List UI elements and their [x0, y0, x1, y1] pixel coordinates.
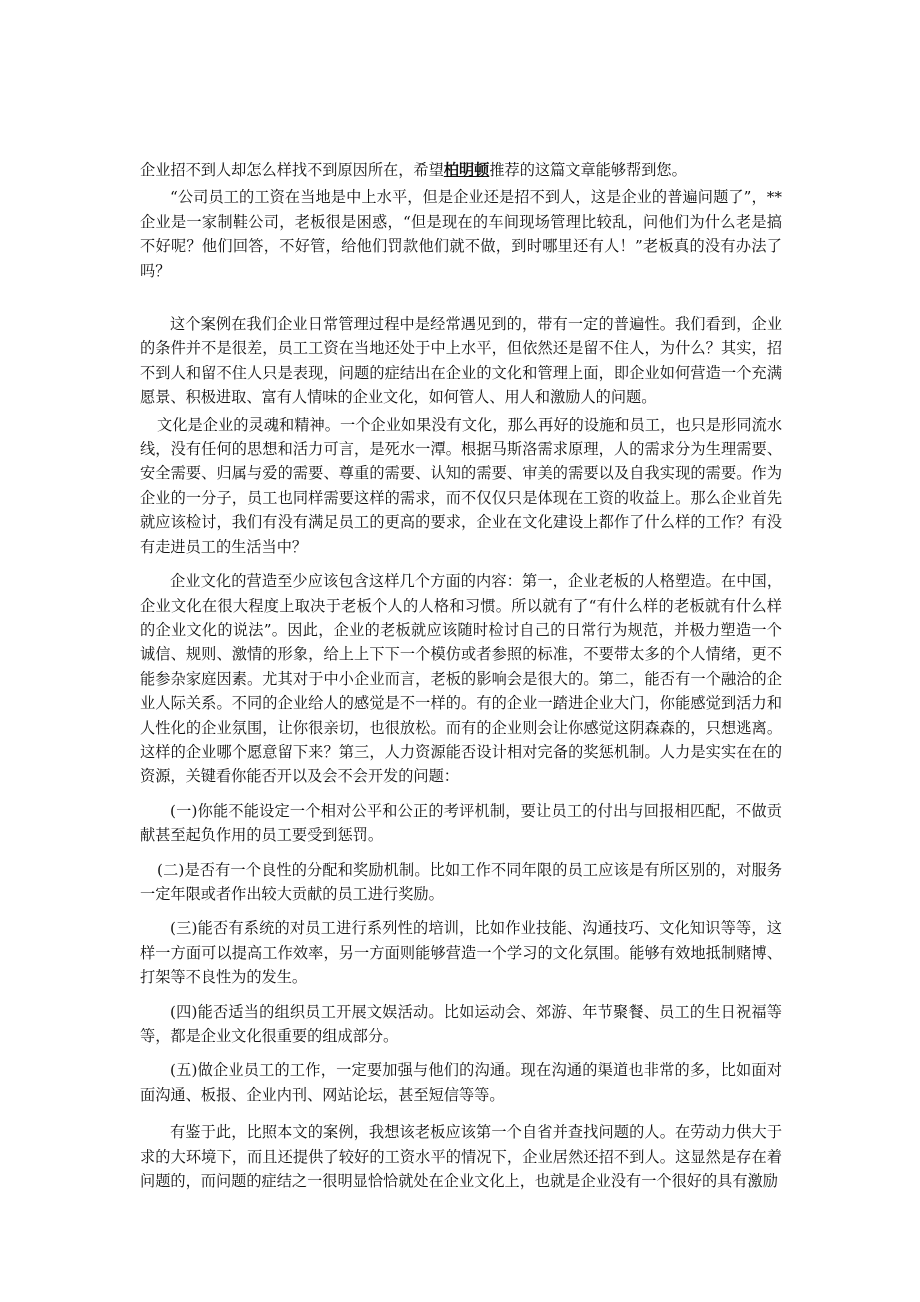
article-body	[140, 158, 782, 1193]
analysis-paragraph: 这个案例在我们企业日常管理过程中是经常遇见到的，带有一定的普遍性。我们看到，企业的条件并不是很差，员工工资在当地还处于中上水平，但依然还是留不住人，为什么？其实，招不到人和留不住人只是表现，问题的症结出在企业的文化和管理上面，即企业如何营造一个充满愿景、积极进取、富有人情味的企业文化，如何管人、用人和激励人的问题。	[140, 315, 782, 407]
culture-paragraph: 文化是企业的灵魂和精神。一个企业如果没有文化，那么再好的设施和员工，也只是形同流水线，没有任何的思想和活力可言，是死水一潭。根据马斯洛需求原理，人的需求分为生理需要、安全需要、归属与爱的需要、尊重的需要、认知的需要、审美的需要以及自我实现的需要。作为企业的一分子，员工也同样需要这样的需求，而不仅仅只是体现在工资的收益上。那么企业首先就应该检讨，我们有没有满足员工的更高的要求，企业在文化建设上都作了什么样的工作？有没有走进员工的生活当中？	[140, 415, 782, 556]
quote-paragraph: “公司员工的工资在当地是中上水平，但是企业还是招不到人，这是企业的普遍问题了”，**企业是一家制鞋公司，老板很是困惑，“但是现在的车间现场管理比较乱，问他们为什么老是搞不好呢？他们回答，不好管，给他们罚款他们就不做，到时哪里还有人！”老板真的没有办法了吗？	[140, 188, 782, 280]
list-item-1: (一)你能不能设定一个相对公平和公正的考评机制，要让员工的付出与回报相匹配，不做贡献甚至起负作用的员工要受到惩罚。	[140, 801, 782, 845]
conclusion-paragraph: 有鉴于此，比照本文的案例，我想该老板应该第一个自省并查找问题的人。在劳动力供大于求的大环境下，而且还提供了较好的工资水平的情况下，企业居然还招不到人。这显然是存在着问题的，而问题的症结之一很明显恰恰就处在企业文化上，也就是企业没有一个很好的具有激励	[140, 1123, 782, 1191]
aspects-paragraph: 企业文化的营造至少应该包含这样几个方面的内容：第一，企业老板的人格塑造。在中国，企业文化在很大程度上取决于老板个人的人格和习惯。所以就有了“有什么样的老板就有什么样的企业文化的说法”。因此，企业的老板就应该随时检讨自己的日常行为规范，并极力塑造一个诚信、规则、激情的形象，给上上下下一个模仿或者参照的标准，不要带太多的个人情绪，更不能参杂家庭因素。尤其对于中小企业而言，老板的影响会是很大的。第二，能否有一个融洽的企业人际关系。不同的企业给人的感觉是不一样的。有的企业一踏进企业大门，你能感觉到活力和人性化的企业氛围，让你很亲切，也很放松。而有的企业则会让你感觉这阴森森的，只想逃离。这样的企业哪个愿意留下来？第三，人力资源能否设计相对完备的奖惩机制。人力是实实在在的资源，关键看你能否开以及会不会开发的问题：	[140, 572, 782, 786]
list-item-5: (五)做企业员工的工作，一定要加强与他们的沟通。现在沟通的渠道也非常的多，比如面对面沟通、板报、企业内刊、网站论坛，甚至短信等等。	[140, 1061, 782, 1104]
company-link[interactable]: 柏明顿	[443, 161, 490, 179]
list-item-2: (二)是否有一个良性的分配和奖励机制。比如工作不同年限的员工应该是有所区别的，对服务一定年限或者作出较大贡献的员工进行奖励。	[140, 860, 782, 903]
intro-text-before: 企业招不到人却怎么样找不到原因所在，希望	[140, 161, 444, 179]
intro-text-after: 推荐的这篇文章能够帮到您。	[489, 161, 687, 179]
list-item-3: (三)能否有系统的对员工进行系列性的培训，比如作业技能、沟通技巧、文化知识等等，这样一方面可以提高工作效率，另一方面则能够营造一个学习的文化氛围。能够有效地抵制赌博、打架等不良性为的发生。	[140, 919, 782, 987]
intro-paragraph	[140, 158, 782, 182]
list-item-4: (四)能否适当的组织员工开展文娱活动。比如运动会、郊游、年节聚餐、员工的生日祝福等等，都是企业文化很重要的组成部分。	[140, 1002, 782, 1045]
